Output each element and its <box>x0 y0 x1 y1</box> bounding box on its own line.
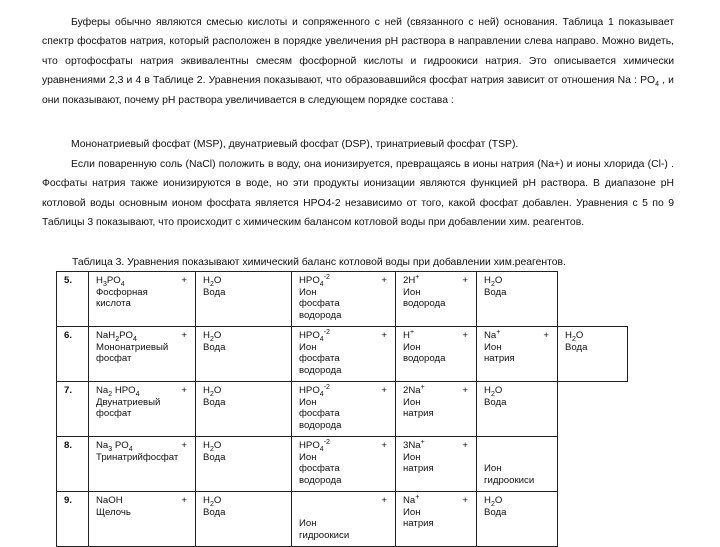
formula-part: NaH <box>96 330 116 341</box>
formula-part: 3Na <box>403 440 421 451</box>
formula-part: HPO <box>112 385 136 396</box>
reagent-name: Тринатрийфосфат <box>96 451 179 463</box>
ion-name: водорода <box>403 298 446 310</box>
water-formula <box>203 330 287 342</box>
formula-subscript: 3 <box>108 445 113 453</box>
formula-part: PO <box>112 440 129 451</box>
plus-sign: + <box>462 495 468 506</box>
cation-cell <box>396 327 477 382</box>
formula-subscript: 2 <box>108 390 113 398</box>
formula-subscript: 3 <box>102 280 107 288</box>
product-cell <box>477 327 558 382</box>
formula-subscript: 4 <box>120 280 125 288</box>
formula-part: H <box>203 330 210 341</box>
formula-superscript: -2 <box>323 273 330 281</box>
intro-paragraph <box>42 13 674 110</box>
formula-part: HPO <box>299 440 320 451</box>
plus-sign: + <box>462 275 468 286</box>
formula-part: H <box>96 275 103 286</box>
phosphate-ion-cell <box>292 327 396 382</box>
formula-superscript: -2 <box>323 328 330 336</box>
reagent-formula <box>96 330 191 342</box>
plus-sign: + <box>181 330 187 341</box>
water-name: Вода <box>203 506 226 518</box>
formula-part: O <box>213 495 222 506</box>
intro-text-end: , и они показывают, почему pH раствора увеличивается в следующем порядке состава : <box>42 75 674 106</box>
formula-part: O <box>213 330 222 341</box>
ion-name: Ион <box>299 341 317 353</box>
ion-name: натрия <box>403 463 434 475</box>
blank-line <box>484 440 553 452</box>
phosphate-formula <box>299 275 391 287</box>
water-name: Вода <box>203 396 226 408</box>
ion-name: Ион <box>403 341 421 353</box>
formula-subscript: 2 <box>490 390 495 398</box>
extra-cell <box>558 382 628 437</box>
formula-part: O <box>494 495 503 506</box>
plus-sign: + <box>462 385 468 396</box>
water-cell <box>196 437 292 492</box>
cation-cell <box>396 382 477 437</box>
formula-subscript: 2 <box>209 390 214 398</box>
ion-name: Ион <box>403 506 421 518</box>
phosphate-ion-cell <box>292 382 396 437</box>
ionization-paragraph: Если поваренную соль (NaCl) положить в воду, она ионизируется, превращаясь в ионы натрия (Na+) и ионы хлорида (Cl-) . Фосфаты натрия также ионизируются в воде, но эти продукты ионизации являются функцией pH раствора. В диапазоне pH котловой воды основным ионом фосфата является HPO4-2 независимо от того, какой фосфат добавлен. Уравнения с 5 по 9 Таблицы 3 показывают, что происходит с химическим балансом котловой воды при добавлении хим. реагентов. <box>42 159 674 229</box>
reagent-cell <box>89 437 196 492</box>
water-formula <box>203 275 287 287</box>
formula-part: O <box>213 275 222 286</box>
reagent-name: фосфат <box>96 408 132 420</box>
phosphate-ion-cell <box>292 492 396 547</box>
table-row <box>57 437 628 492</box>
reagent-name: кислота <box>96 298 131 310</box>
product-name: Вода <box>484 286 507 298</box>
ion-name: фосфата <box>299 463 340 475</box>
water-cell <box>196 327 292 382</box>
formula-subscript: 2 <box>209 500 214 508</box>
water-cell <box>196 382 292 437</box>
product-name: Ион <box>484 463 502 475</box>
formula-part: HPO <box>299 330 320 341</box>
reagent-formula <box>96 440 191 452</box>
formula-superscript: + <box>420 383 425 391</box>
formula-part: 2H <box>403 275 416 286</box>
ion-name: фосфата <box>299 298 340 310</box>
formula-superscript: -2 <box>323 383 330 391</box>
product-name: Вода <box>484 506 507 518</box>
formula-subscript: 2 <box>490 280 495 288</box>
formula-part: NaOH <box>96 495 123 506</box>
product-formula <box>484 495 553 507</box>
formula-subscript: 4 <box>319 390 324 398</box>
ion-name: Ион <box>299 518 317 530</box>
extra-formula <box>565 330 623 342</box>
extra-cell <box>558 327 628 382</box>
ion-name: водорода <box>299 419 342 431</box>
ion-name: гидроокиси <box>299 529 350 541</box>
formula-part: Na <box>96 440 109 451</box>
product-cell <box>477 492 558 547</box>
formula-superscript: + <box>496 328 501 336</box>
formula-part: H <box>484 385 491 396</box>
formula-part: H <box>203 495 210 506</box>
cation-cell <box>396 272 477 327</box>
plus-sign: + <box>181 495 187 506</box>
extra-cell <box>558 437 628 492</box>
reagent-name: Фосфорная <box>96 286 148 298</box>
water-cell <box>196 272 292 327</box>
equation-number: 9. <box>57 492 89 547</box>
cation-cell <box>396 437 477 492</box>
po4-subscript: 4 <box>655 81 660 89</box>
water-cell <box>196 492 292 547</box>
reagent-name: Щелочь <box>96 506 131 518</box>
plus-sign: + <box>543 330 549 341</box>
product-cell <box>477 382 558 437</box>
phosphate-formula <box>299 440 391 452</box>
plus-sign: + <box>462 330 468 341</box>
ion-name: Ион <box>299 286 317 298</box>
blank-line <box>299 507 391 519</box>
product-name: натрия <box>484 353 515 365</box>
formula-part: H <box>565 330 572 341</box>
formula-part: Na <box>484 330 497 341</box>
water-name: Вода <box>203 341 226 353</box>
cation-cell <box>396 492 477 547</box>
water-formula <box>203 495 287 507</box>
blank-line <box>484 452 553 464</box>
formula-part: O <box>213 440 222 451</box>
formula-subscript: 4 <box>132 335 137 343</box>
formula-part: O <box>213 385 222 396</box>
formula-superscript: + <box>409 328 415 336</box>
formula-subscript: 4 <box>319 445 324 453</box>
plus-sign: + <box>181 440 187 451</box>
product-formula <box>484 385 553 397</box>
ion-name: водорода <box>299 364 342 376</box>
composition-order-paragraph: Мононатриевый фосфат (MSP), двунатриевый фосфат (DSP), тринатриевый фосфат (TSP). <box>71 139 519 150</box>
formula-part: HPO <box>299 275 320 286</box>
formula-superscript: + <box>420 438 425 446</box>
formula-part: H <box>484 495 491 506</box>
reagent-cell <box>89 272 196 327</box>
formula-subscript: 2 <box>115 335 120 343</box>
ion-name: Ион <box>403 396 421 408</box>
water-name: Вода <box>203 286 226 298</box>
reagent-name: Двунатриевый <box>96 396 161 408</box>
formula-part: H <box>484 275 491 286</box>
formula-part: Na <box>403 495 416 506</box>
equation-number: 8. <box>57 437 89 492</box>
plus-sign: + <box>181 275 187 286</box>
reagent-formula <box>96 495 191 507</box>
formula-subscript: 4 <box>319 335 324 343</box>
plus-sign: + <box>381 440 387 451</box>
formula-subscript: 2 <box>490 500 495 508</box>
formula-part: H <box>203 385 210 396</box>
equations-table <box>56 271 628 547</box>
formula-part: H <box>403 330 410 341</box>
ion-name: Ион <box>403 451 421 463</box>
formula-subscript: 4 <box>135 390 140 398</box>
formula-part: PO <box>106 275 121 286</box>
product-formula <box>484 275 553 287</box>
ion-name: натрия <box>403 518 434 530</box>
formula-subscript: 2 <box>209 335 214 343</box>
product-name: Вода <box>484 396 507 408</box>
formula-subscript: 2 <box>209 445 214 453</box>
reagent-cell <box>89 492 196 547</box>
ion-name: водорода <box>403 353 446 365</box>
formula-superscript: + <box>415 273 420 281</box>
ion-name: водорода <box>299 474 342 486</box>
product-cell <box>477 437 558 492</box>
formula-subscript: 2 <box>209 280 214 288</box>
reagent-cell <box>89 327 196 382</box>
table-caption: Таблица 3. Уравнения показывают химический баланс котловой воды при добавлении хим.реагентов. <box>72 257 566 268</box>
table-row <box>57 492 628 547</box>
plus-sign: + <box>462 440 468 451</box>
ion-name: фосфата <box>299 353 340 365</box>
table-row <box>57 272 628 327</box>
extra-cell <box>558 492 628 547</box>
reagent-formula <box>96 275 191 287</box>
reagent-name: фосфат <box>96 353 132 365</box>
water-formula <box>203 440 287 452</box>
water-name: Вода <box>203 451 226 463</box>
formula-part: Na <box>96 385 109 396</box>
formula-subscript: 2 <box>571 335 576 343</box>
formula-superscript: + <box>415 493 420 501</box>
formula-part: O <box>575 330 584 341</box>
reagent-formula <box>96 385 191 397</box>
table-row <box>57 382 628 437</box>
extra-cell <box>558 272 628 327</box>
product-name: Ион <box>484 341 502 353</box>
formula-part: O <box>494 275 503 286</box>
phosphate-ion-cell <box>292 437 396 492</box>
formula-part: PO <box>119 330 133 341</box>
plus-sign: + <box>381 275 387 286</box>
formula-subscript: 4 <box>319 280 324 288</box>
phosphate-formula <box>299 385 391 397</box>
reagent-cell <box>89 382 196 437</box>
plus-sign: + <box>381 385 387 396</box>
equation-number: 7. <box>57 382 89 437</box>
equation-number: 6. <box>57 327 89 382</box>
plus-sign: + <box>381 495 387 506</box>
formula-part: O <box>494 385 503 396</box>
ion-name: Ион <box>299 396 317 408</box>
formula-part: H <box>203 275 210 286</box>
ion-name: водорода <box>299 309 342 321</box>
plus-sign: + <box>181 385 187 396</box>
equation-number: 5. <box>57 272 89 327</box>
formula-part: H <box>203 440 210 451</box>
ion-name: Ион <box>299 451 317 463</box>
phosphate-ion-cell <box>292 272 396 327</box>
product-cell <box>477 272 558 327</box>
formula-superscript: -2 <box>323 438 330 446</box>
formula-subscript: 4 <box>128 445 133 453</box>
reagent-name: Мононатриевый <box>96 341 169 353</box>
formula-part: 2Na <box>403 385 421 396</box>
formula-part: HPO <box>299 385 320 396</box>
water-formula <box>203 385 287 397</box>
phosphate-formula <box>299 330 391 342</box>
table-row <box>57 327 628 382</box>
product-name: гидроокиси <box>484 474 535 486</box>
plus-sign: + <box>381 330 387 341</box>
ion-name: Ион <box>403 286 421 298</box>
ion-name: фосфата <box>299 408 340 420</box>
intro-text: Буферы обычно являются смесью кислоты и сопряженного с ней (связанного с ней) основания. Таблица 1 показывает спектр фосфатов натрия, который расположен в порядке увеличения pH раствора в направлении слева направо. Можно видеть, что ортофосфаты натрия эквивалентны смесям фосфорной кислоты и гидроокиси натрия. Это описывается химически уравнениями 2,3 и 4 в Таблице 2. Уравнения показывают, что образовавшийся фосфат натрия зависит от отношения Na : PO <box>42 17 674 87</box>
ion-name: натрия <box>403 408 434 420</box>
blank-line <box>299 495 391 507</box>
extra-name: Вода <box>565 341 588 353</box>
